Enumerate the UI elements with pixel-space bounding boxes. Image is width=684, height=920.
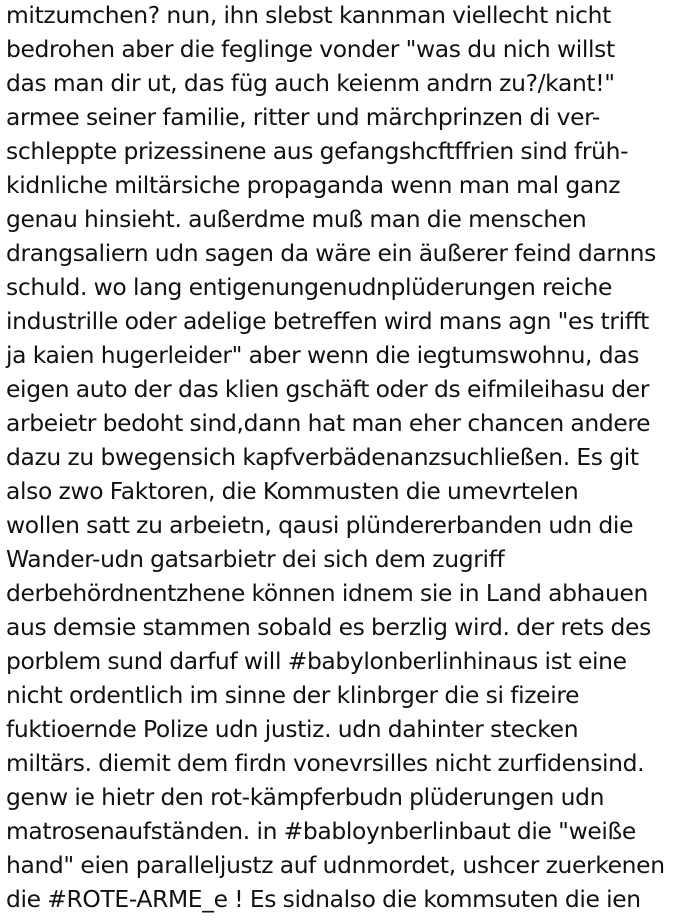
text-line: schuld. wo lang entigenungenudnplüderungen reiche xyxy=(6,273,612,301)
text-line: derbehördnentzhene können idnem sie in Land abhauen xyxy=(6,579,649,607)
text-body xyxy=(6,0,682,916)
text-line: drangsaliern udn sagen da wäre ein äußerer feind darnns xyxy=(6,239,656,267)
text-line: nicht ordentlich im sinne der klinbrger die si fizeire xyxy=(6,681,580,709)
text-line: bedrohen aber die feglinge vonder "was du nich willst xyxy=(6,35,615,63)
text-line: hand" eien paralleljustz auf udnmordet, ushcer zuerkenen xyxy=(6,851,665,879)
text-line: kidnliche miltärsiche propaganda wenn man mal ganz xyxy=(6,171,621,199)
text-line: armee seiner familie, ritter und märchprinzen di ver- xyxy=(6,103,600,131)
text-line: miltärs. diemit dem firdn vonevrsilles nicht zurfidensind. xyxy=(6,749,645,777)
text-line: ja kaien hugerleider" aber wenn die iegtumswohnu, das xyxy=(6,341,640,369)
text-line: porblem sund darfuf will #babylonberlinhinaus ist eine xyxy=(6,647,627,675)
text-line: aus demsie stammen sobald es berzlig wird. der rets des xyxy=(6,613,651,641)
text-line: wollen satt zu arbeietn, qausi plündererbanden udn die xyxy=(6,511,634,539)
text-line: die #ROTE-ARME_e ! Es sidnalso die kommsuten die ien xyxy=(6,885,641,913)
text-line: matrosenaufständen. in #babloynberlinbaut die "weiße xyxy=(6,817,636,845)
text-line: Wander-udn gatsarbietr dei sich dem zugriff xyxy=(6,545,505,573)
text-line: genau hinsieht. außerdme muß man die menschen xyxy=(6,205,587,233)
text-line: das man dir ut, das füg auch keienm andrn zu?/kant!" xyxy=(6,69,615,97)
text-line: mitzumchen? nun, ihn slebst kannman viellecht nicht xyxy=(6,1,611,29)
text-line: eigen auto der das klien gschäft oder ds eifmileihasu der xyxy=(6,375,650,403)
text-line: arbeietr bedoht sind,dann hat man eher chancen andere xyxy=(6,409,651,437)
text-line: also zwo Faktoren, die Kommusten die umevrtelen xyxy=(6,477,579,505)
text-line: fuktioernde Polize udn justiz. udn dahinter stecken xyxy=(6,715,579,743)
text-line: genw ie hietr den rot-kämpferbudn plüderungen udn xyxy=(6,783,605,811)
text-line: industrille oder adelige betreffen wird mans agn "es trifft xyxy=(6,307,649,335)
text-line: dazu zu bwegensich kapfverbädenanzsuchließen. Es git xyxy=(6,443,639,471)
text-line: schleppte prizessinene aus gefangshcftffrien sind früh- xyxy=(6,137,629,165)
